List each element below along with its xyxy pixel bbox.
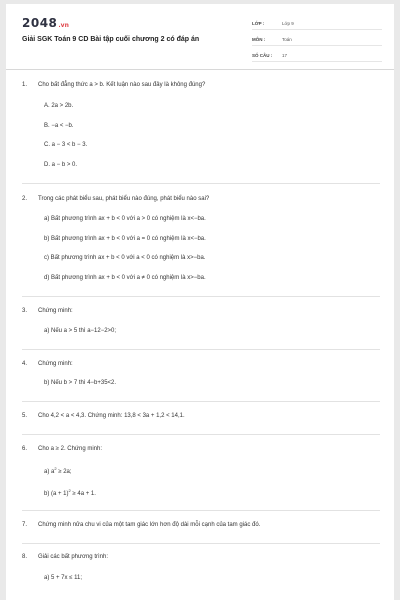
meta-label: SỐ CÂU :: [252, 52, 273, 58]
option-rest: ≥ 2a;: [56, 469, 72, 475]
meta-row-subject: [252, 33, 382, 46]
question-divider: [22, 401, 380, 402]
question-text: Giải các bất phương trình:: [38, 554, 108, 560]
answer-option: b) Bất phương trình ax + b < 0 với a = 0 có nghiệm là x<−ba.: [44, 236, 206, 242]
answer-option: [44, 466, 72, 475]
question-text: Cho 4,2 < a < 4,3. Chứng minh: 13,8 < 3a + 1,2 < 14,1.: [38, 413, 185, 419]
option-rest: ≥ 4a + 1.: [70, 491, 96, 497]
question-text: Chứng minh:: [38, 308, 73, 314]
question-divider: [22, 510, 380, 511]
question-text: Cho a ≥ 2. Chứng minh:: [38, 446, 103, 452]
answer-option: [44, 488, 96, 497]
meta-value: Toán: [282, 36, 292, 42]
question-number: 1.: [22, 82, 28, 88]
meta-row-count: [252, 49, 382, 62]
meta-label: LỚP :: [252, 20, 265, 26]
question-number: 4.: [22, 361, 28, 367]
question-text: Trong các phát biểu sau, phát biểu nào đúng, phát biểu nào sai?: [38, 196, 210, 202]
answer-option: C. a − 3 < b − 3.: [44, 142, 88, 148]
question-text: Cho bất đẳng thức a > b. Kết luận nào sau đây là không đúng?: [38, 82, 206, 88]
question-divider: [22, 349, 380, 350]
answer-option: D. a − b > 0.: [44, 162, 78, 168]
question-number: 7.: [22, 522, 28, 528]
option-base: a) a: [44, 469, 55, 475]
question-divider: [22, 543, 380, 544]
question-number: 6.: [22, 446, 28, 452]
question-text: Chứng minh nửa chu vi của một tam giác lớn hơn độ dài mỗi cạnh của tam giác đó.: [38, 522, 261, 528]
site-logo[interactable]: [22, 16, 69, 30]
question-6: [22, 446, 382, 452]
answer-option: d) Bất phương trình ax + b < 0 với a ≠ 0 có nghiệm là x>−ba.: [44, 275, 206, 281]
question-7: [22, 522, 382, 528]
option-exponent: 2: [68, 488, 71, 493]
document-header: [6, 4, 394, 70]
question-5: [22, 413, 382, 419]
question-divider: [22, 183, 380, 184]
answer-option: B. −a < −b.: [44, 123, 74, 129]
logo-suffix: .vn: [58, 22, 69, 29]
question-4: [22, 361, 382, 367]
question-1: [22, 82, 382, 88]
option-base: b) (a + 1): [44, 491, 69, 497]
question-text: Chứng minh:: [38, 361, 73, 367]
answer-option: a) Bất phương trình ax + b < 0 với a > 0 có nghiệm là x<−ba.: [44, 216, 206, 222]
meta-info: [252, 17, 382, 65]
option-exponent: 2: [54, 466, 57, 471]
question-8: [22, 554, 382, 560]
question-divider: [22, 296, 380, 297]
meta-row-class: [252, 17, 382, 30]
answer-option: A. 2a > 2b.: [44, 103, 74, 109]
meta-value: Lớp 9: [282, 20, 294, 26]
document-page: [6, 4, 394, 600]
document-title: Giải SGK Toán 9 CD Bài tập cuối chương 2 có đáp án: [22, 36, 200, 43]
question-2: [22, 196, 382, 202]
meta-label: MÔN :: [252, 36, 266, 42]
question-divider: [22, 434, 380, 435]
question-number: 2.: [22, 196, 28, 202]
question-3: [22, 308, 382, 314]
question-number: 5.: [22, 413, 28, 419]
meta-value: 17: [282, 52, 288, 58]
answer-option: c) Bất phương trình ax + b < 0 với a < 0 có nghiệm là x>−ba.: [44, 255, 206, 261]
question-number: 8.: [22, 554, 28, 560]
answer-option: b) Nếu b > 7 thì 4−b+35<2.: [44, 380, 117, 386]
logo-text: 2048: [22, 16, 58, 30]
answer-option: a) Nếu a > 5 thì a−12−2>0;: [44, 328, 117, 334]
answer-option: a) 5 + 7x ≤ 11;: [44, 575, 83, 581]
question-number: 3.: [22, 308, 28, 314]
